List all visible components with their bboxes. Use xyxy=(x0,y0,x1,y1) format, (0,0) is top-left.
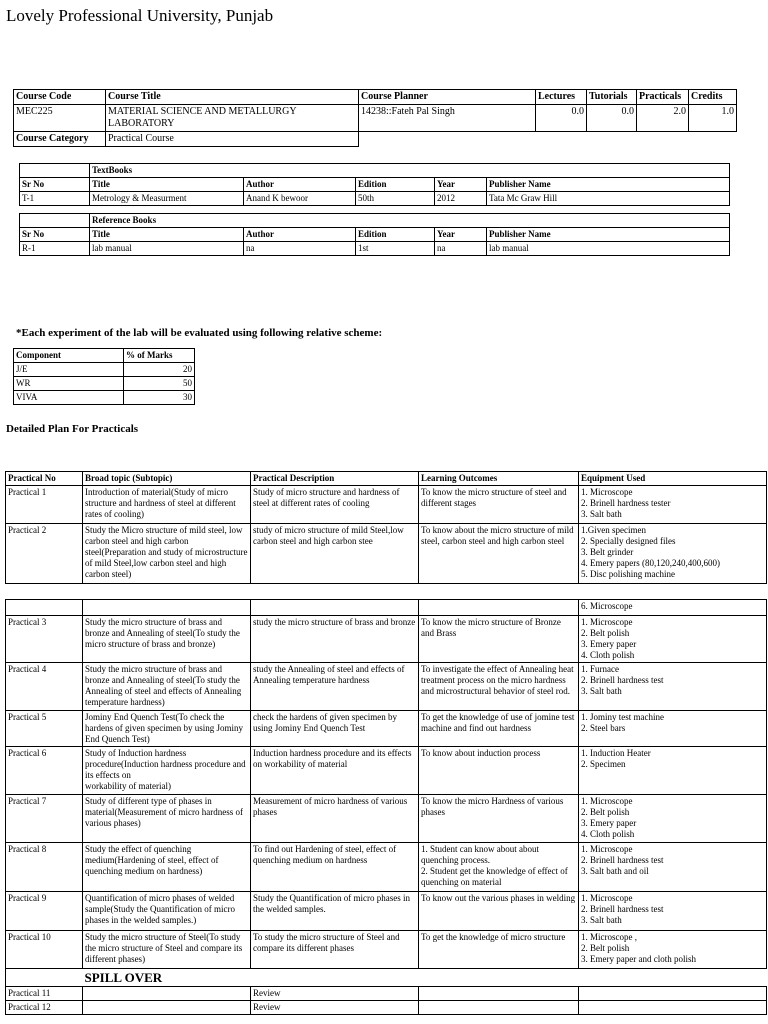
table-cell: To know the micro structure of Bronze and Brass xyxy=(419,616,579,663)
table-cell: 1. Microscope , 2. Belt polish 3. Emery paper and cloth polish xyxy=(579,931,767,969)
table-cell: 1. Microscope 2. Belt polish 3. Emery paper 4. Cloth polish xyxy=(579,795,767,843)
course-category: Practical Course xyxy=(106,132,359,147)
reference-books-table xyxy=(19,213,730,256)
table-cell: To know about induction process xyxy=(419,747,579,795)
table-row xyxy=(6,843,767,892)
table-cell: Practical 6 xyxy=(6,747,83,795)
table-cell: To get the knowledge of micro structure xyxy=(419,931,579,969)
table-row xyxy=(6,711,767,747)
col-header: Edition xyxy=(356,228,435,242)
col-header: Broad topic (Subtopic) xyxy=(83,472,251,486)
table-cell: T-1 xyxy=(20,192,90,206)
tutorials-value: 0.0 xyxy=(587,105,637,132)
col-header: Practicals xyxy=(637,90,689,105)
table-cell xyxy=(83,600,251,616)
textbooks-heading: TextBooks xyxy=(90,164,730,178)
col-header: Author xyxy=(244,228,356,242)
table-cell: 1. Furnace 2. Brinell hardness test 3. Salt bath xyxy=(579,663,767,711)
table-row xyxy=(6,747,767,795)
table-cell: WR xyxy=(14,377,124,391)
table-cell: study the micro structure of brass and bronze xyxy=(251,616,419,663)
table-row xyxy=(6,1001,767,1015)
table-cell: Anand K bewoor xyxy=(244,192,356,206)
table-cell: Review xyxy=(251,1001,419,1015)
col-header: Title xyxy=(90,178,244,192)
table-cell: To study the micro structure of Steel and compare its different phases xyxy=(251,931,419,969)
table-cell: Study the micro structure of brass and bronze and Annealing of steel(To study the micro structure of brass and bronze) xyxy=(83,616,251,663)
course-info-table xyxy=(13,89,737,147)
table-row xyxy=(6,663,767,711)
table-cell: J/E xyxy=(14,363,124,377)
textbooks-table xyxy=(19,163,730,206)
table-row xyxy=(6,600,767,616)
table-cell: To find out Hardening of steel, effect of quenching medium on hardness xyxy=(251,843,419,892)
table-row xyxy=(6,987,767,1001)
table-cell xyxy=(579,1001,767,1015)
table-cell: Jominy End Quench Test(To check the hardens of given specimen by using Jominy End Quench Test) xyxy=(83,711,251,747)
table-row xyxy=(6,892,767,931)
col-header: Equipment Used xyxy=(579,472,767,486)
table-cell: Practical 3 xyxy=(6,616,83,663)
table-cell: Study of Induction hardness procedure(Induction hardness procedure and its effects on workability of material) xyxy=(83,747,251,795)
table-cell xyxy=(6,600,83,616)
table-cell: 6. Microscope xyxy=(579,600,767,616)
table-row xyxy=(14,377,195,391)
table-row xyxy=(6,931,767,969)
table-cell xyxy=(419,987,579,1001)
course-code: MEC225 xyxy=(14,105,106,132)
spill-over-heading: SPILL OVER xyxy=(84,970,163,985)
table-cell: 20 xyxy=(124,363,195,377)
table-cell: Review xyxy=(251,987,419,1001)
table-cell: VIVA xyxy=(14,391,124,405)
table-row xyxy=(20,242,730,256)
table-cell: 30 xyxy=(124,391,195,405)
col-header: Course Title xyxy=(106,90,359,105)
practicals-value: 2.0 xyxy=(637,105,689,132)
col-header: Credits xyxy=(689,90,737,105)
table-cell: Practical 1 xyxy=(6,486,83,524)
table-cell: Introduction of material(Study of micro structure and hardness of steel at different rates of cooling) xyxy=(83,486,251,524)
table-cell: Study of different type of phases in material(Measurement of micro hardness of various phases) xyxy=(83,795,251,843)
table-cell: lab manual xyxy=(487,242,730,256)
table-cell: study of micro structure of mild Steel,low carbon steel and high carbon stee xyxy=(251,524,419,584)
course-title: MATERIAL SCIENCE AND METALLURGY LABORATORY xyxy=(106,105,359,132)
table-cell: Study the Micro structure of mild steel, low carbon steel and high carbon steel(Preparation and study of microstructure of mild Steel,low carbon steel and high carbon steel) xyxy=(83,524,251,584)
reference-books-heading: Reference Books xyxy=(90,214,730,228)
table-cell: 1. Student can know about about quenching process. 2. Student get the knowledge of effect of quenching on material xyxy=(419,843,579,892)
table-cell: Practical 10 xyxy=(6,931,83,969)
course-planner: 14238::Fateh Pal Singh xyxy=(359,105,536,132)
table-cell: 1. Microscope 2. Brinell hardness test 3. Salt bath xyxy=(579,892,767,931)
table-cell xyxy=(83,987,251,1001)
table-cell: Practical 8 xyxy=(6,843,83,892)
col-header: Sr No xyxy=(20,228,90,242)
col-header: Practical No xyxy=(6,472,83,486)
table-cell: Study the micro structure of Steel(To study the micro structure of Steel and compare its different phases) xyxy=(83,931,251,969)
spill-over-row xyxy=(6,969,767,987)
table-cell: 1.Given specimen 2. Specially designed files 3. Belt grinder 4. Emery papers (80,120,240,400,600) 5. Disc polishing machine xyxy=(579,524,767,584)
col-header: Sr No xyxy=(20,178,90,192)
table-cell xyxy=(419,1001,579,1015)
table-cell: 1. Microscope 2. Brinell hardness test 3. Salt bath and oil xyxy=(579,843,767,892)
evaluation-table xyxy=(13,348,195,405)
table-cell: Practical 11 xyxy=(6,987,83,1001)
col-header: Year xyxy=(435,228,487,242)
table-cell: To know the micro Hardness of various phases xyxy=(419,795,579,843)
table-cell: 1. Induction Heater 2. Specimen xyxy=(579,747,767,795)
col-header: Year xyxy=(435,178,487,192)
table-cell: check the hardens of given specimen by using Jominy End Quench Test xyxy=(251,711,419,747)
col-header: % of Marks xyxy=(124,349,195,363)
col-header: Publisher Name xyxy=(487,228,730,242)
evaluation-heading: *Each experiment of the lab will be evaluated using following relative scheme: xyxy=(16,327,383,339)
table-cell: To get the knowledge of use of jomine test machine and find out hardness xyxy=(419,711,579,747)
col-header: Edition xyxy=(356,178,435,192)
table-cell: Study the effect of quenching medium(Hardening of steel, effect of quenching medium on hardness) xyxy=(83,843,251,892)
table-row xyxy=(14,391,195,405)
table-row xyxy=(6,524,767,584)
table-cell: To know the micro structure of steel and different stages xyxy=(419,486,579,524)
table-cell xyxy=(251,600,419,616)
table-cell: 1st xyxy=(356,242,435,256)
table-cell: Practical 12 xyxy=(6,1001,83,1015)
col-header: Course Planner xyxy=(359,90,536,105)
table-cell: Measurement of micro hardness of various phases xyxy=(251,795,419,843)
table-cell: Practical 7 xyxy=(6,795,83,843)
credits-value: 1.0 xyxy=(689,105,737,132)
col-header: Lectures xyxy=(536,90,587,105)
table-cell: R-1 xyxy=(20,242,90,256)
table-cell: Study the micro structure of brass and bronze and Annealing of steel(To study the Annealing of steel and effects of Annealing temperature hardness) xyxy=(83,663,251,711)
table-row xyxy=(14,363,195,377)
table-cell: 1. Jominy test machine 2. Steel bars xyxy=(579,711,767,747)
table-cell xyxy=(419,600,579,616)
table-cell: 2012 xyxy=(435,192,487,206)
table-cell: Induction hardness procedure and its effects on workability of material xyxy=(251,747,419,795)
table-cell: 1. Microscope 2. Belt polish 3. Emery paper 4. Cloth polish xyxy=(579,616,767,663)
table-cell: Tata Mc Graw Hill xyxy=(487,192,730,206)
university-title: Lovely Professional University, Punjab xyxy=(6,6,274,25)
col-header: Author xyxy=(244,178,356,192)
plan-heading: Detailed Plan For Practicals xyxy=(6,423,139,435)
col-header: Practical Description xyxy=(251,472,419,486)
practical-plan-table-continued xyxy=(5,599,767,1015)
table-cell: Metrology & Measurment xyxy=(90,192,244,206)
table-cell: 1. Microscope 2. Brinell hardness tester 3. Salt bath xyxy=(579,486,767,524)
table-cell: To investigate the effect of Annealing heat treatment process on the micro hardness and microstructural behavior of steel rod. xyxy=(419,663,579,711)
table-cell: 50 xyxy=(124,377,195,391)
lectures-value: 0.0 xyxy=(536,105,587,132)
table-cell: na xyxy=(435,242,487,256)
table-cell: Quantification of micro phases of welded sample(Study the Quantification of micro phases in the welded samples.) xyxy=(83,892,251,931)
col-header: Course Code xyxy=(14,90,106,105)
table-cell: na xyxy=(244,242,356,256)
table-cell: Practical 5 xyxy=(6,711,83,747)
col-header: Component xyxy=(14,349,124,363)
course-category-label: Course Category xyxy=(14,132,106,147)
table-cell: lab manual xyxy=(90,242,244,256)
col-header: Learning Outcomes xyxy=(419,472,579,486)
col-header: Title xyxy=(90,228,244,242)
table-cell: 50th xyxy=(356,192,435,206)
table-row xyxy=(6,616,767,663)
table-cell xyxy=(579,987,767,1001)
table-row xyxy=(20,192,730,206)
table-cell: Practical 9 xyxy=(6,892,83,931)
col-header: Tutorials xyxy=(587,90,637,105)
col-header: Publisher Name xyxy=(487,178,730,192)
table-cell: Study of micro structure and hardness of steel at different rates of cooling xyxy=(251,486,419,524)
table-cell: Study the Quantification of micro phases in the welded samples. xyxy=(251,892,419,931)
table-cell: To know about the micro structure of mild steel, carbon steel and high carbon steel xyxy=(419,524,579,584)
practical-plan-table xyxy=(5,471,767,584)
table-cell: Practical 2 xyxy=(6,524,83,584)
table-cell: study the Annealing of steel and effects of Annealing temperature hardness xyxy=(251,663,419,711)
table-cell: Practical 4 xyxy=(6,663,83,711)
table-cell: To know out the various phases in welding xyxy=(419,892,579,931)
table-row xyxy=(6,486,767,524)
table-cell xyxy=(83,1001,251,1015)
table-row xyxy=(6,795,767,843)
